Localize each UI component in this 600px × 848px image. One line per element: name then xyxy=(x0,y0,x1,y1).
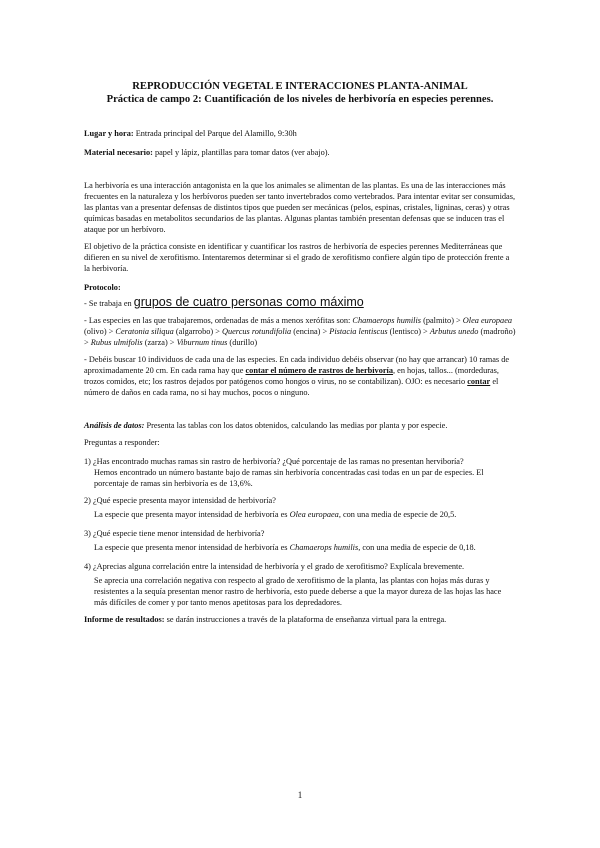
species-common: (zarza) > xyxy=(142,338,177,347)
species-latin: Pistacia lentiscus xyxy=(329,327,388,336)
sampling-emphasis-count: contar xyxy=(467,377,491,386)
results-label: Informe de resultados: xyxy=(84,615,165,624)
species-common: (algarrobo) > xyxy=(173,327,222,336)
material-label: Material necesario: xyxy=(84,148,153,157)
species-common: (madroño) > xyxy=(84,327,516,347)
sampling-text-b: , en hojas, tallos... (mordeduras, trozos comidos, etc; los rastros dejados por patógenos como hongos o virus, no se contabilizan). OJO: es necesario xyxy=(84,366,499,386)
question-4: 4) ¿Aprecias alguna correlación entre la intensidad de herbivoría y el grado de xerofitismo? Explícala brevemente. xyxy=(84,562,465,571)
material-value: papel y lápiz, plantillas para tomar datos (ver abajo). xyxy=(152,148,330,157)
sampling-text-c: el número de daños en cada rama, no si hay muchos, pocos o ninguno. xyxy=(84,377,499,397)
answer-3 xyxy=(84,542,516,553)
results-line xyxy=(84,614,516,625)
answer-4: Se aprecia una correlación negativa con respecto al grado de xerofitismo de la planta, las plantas con hojas más duras y resistentes a la sequía presentan menor rastro de herbivoría, esto puede deberse a que la mayor dureza de las hojas las hace más difíciles de comer y por tanto menos apetitosas para los depredadores. xyxy=(94,576,502,607)
protocol-item-groups xyxy=(84,297,516,309)
answer-2-species: Olea europaea xyxy=(289,510,339,519)
page-number: 1 xyxy=(297,790,303,800)
page-content xyxy=(84,80,516,625)
protocol-heading: Protocolo: xyxy=(84,283,121,292)
place-value: Entrada principal del Parque del Alamillo, 9:30h xyxy=(133,129,297,138)
answer-3-species: Chamaerops humilis xyxy=(289,543,359,552)
results-text: se darán instrucciones a través de la plataforma de enseñanza virtual para la entrega. xyxy=(164,615,447,624)
question-3: 3) ¿Qué especie tiene menor intensidad de herbivoría? xyxy=(84,529,265,538)
species-latin: Rubus ulmifolis xyxy=(90,338,143,347)
protocol-item-sampling xyxy=(84,354,516,398)
answer-1: Hemos encontrado un número bastante bajo de ramas sin herbivoría concentradas casi todas en un par de especies. El porcentaje de ramas sin herbivoría es de 13,6%. xyxy=(94,468,484,488)
analysis-label: Análisis de datos: xyxy=(84,421,145,430)
answer-2 xyxy=(84,509,516,520)
place-line xyxy=(84,128,516,139)
material-line xyxy=(84,147,516,158)
species-common: (olivo) > xyxy=(84,327,116,336)
intro-paragraph-2: El objetivo de la práctica consiste en identificar y cuantificar los rastros de herbivoría de especies perennes Mediterráneas que difieren en su nivel de xerofitismo. Intentaremos determinar si el grado de xerofitismo confiere algún tipo de protección frente a la herbivoría. xyxy=(84,242,510,273)
analysis-line xyxy=(84,420,516,431)
species-common: (palmito) > xyxy=(421,316,463,325)
questions-heading: Preguntas a responder: xyxy=(84,438,160,447)
species-common: (lentisco) > xyxy=(387,327,430,336)
analysis-text: Presenta las tablas con los datos obtenidos, calculando las medias por planta y por especie. xyxy=(144,421,448,430)
answer-3-prefix: La especie que presenta menor intensidad de herbivoría es xyxy=(94,543,290,552)
answer-3-suffix: , con una media de especie de 0,18. xyxy=(358,543,476,552)
sampling-emphasis: contar el número de rastros de herbivoría xyxy=(245,366,393,375)
place-label: Lugar y hora: xyxy=(84,129,134,138)
species-latin: Ceratonia siliqua xyxy=(115,327,174,336)
answer-2-prefix: La especie que presenta mayor intensidad de herbivoría es xyxy=(94,510,290,519)
protocol-item-species xyxy=(84,315,516,348)
question-1: 1) ¿Has encontrado muchas ramas sin rastro de herbivoría? ¿Qué porcentaje de las ramas no presentan herviboría? xyxy=(84,457,464,466)
species-intro: - Las especies en las que trabajaremos, ordenadas de más a menos xerófitas son: xyxy=(84,316,353,325)
species-latin: Olea europaea xyxy=(462,316,513,325)
species-common: (durillo) xyxy=(227,338,258,347)
protocol-item-groups-prefix: - Se trabaja en xyxy=(84,299,134,308)
species-common: (encina) > xyxy=(291,327,330,336)
document-title: REPRODUCCIÓN VEGETAL E INTERACCIONES PLANTA-ANIMAL xyxy=(132,81,468,92)
species-latin: Quercus rotundifolia xyxy=(221,327,292,336)
answer-2-suffix: , con una media de especie de 20,5. xyxy=(338,510,457,519)
intro-paragraph-1: La herbivoría es una interacción antagonista en la que los animales se alimentan de las plantas. Es una de las interacciones más frecuentes en la naturaleza y los herbívoros pueden ser tanto invertebrados como vertebrados. Para intentar evitar ser consumidas, las plantas van a presentar defensas de distintos tipos que pueden ser mecánicas (pelos, espinas, cristales, ligninas, ceras) y otras químicas basadas en metabolitos secundarios de las plantas. Algunas plantas también presentan defensas que se inducen tras el ataque por un herbívoro. xyxy=(84,181,516,234)
species-latin: Viburnum tinus xyxy=(176,338,228,347)
species-latin: Arbutus unedo xyxy=(429,327,479,336)
document-subtitle: Práctica de campo 2: Cuantificación de los niveles de herbivoría en especies perennes. xyxy=(106,94,494,105)
sampling-text-a: - Debéis buscar 10 individuos de cada una de las especies. En cada individuo debéis observar (no hay que arrancar) 10 ramas de aproximadamente 20 cm. En cada rama hay que xyxy=(84,355,510,375)
question-2: 2) ¿Qué especie presenta mayor intensidad de herbivoría? xyxy=(84,496,276,505)
protocol-item-groups-emphasis: grupos de cuatro personas como máximo xyxy=(133,295,364,309)
species-latin: Chamaerops humilis xyxy=(352,316,422,325)
